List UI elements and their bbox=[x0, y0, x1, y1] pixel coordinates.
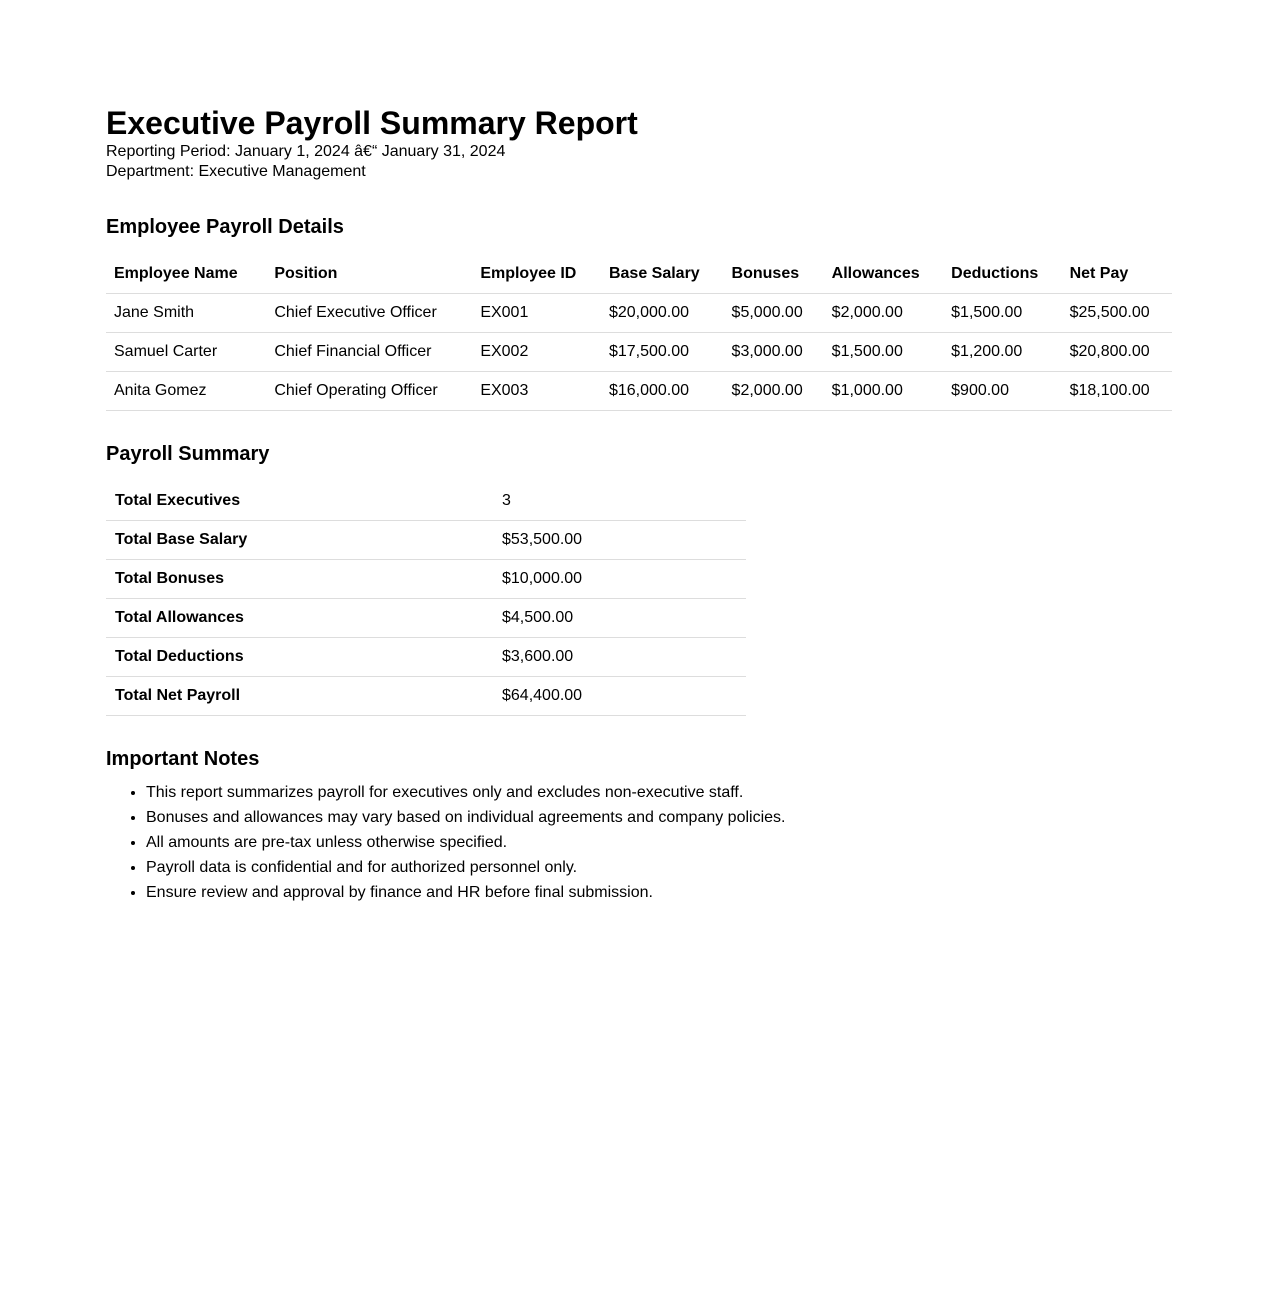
reporting-period: Reporting Period: January 1, 2024 â€“ January 31, 2024 bbox=[106, 143, 506, 160]
bonuses-cell: $2,000.00 bbox=[724, 372, 824, 411]
net-pay-cell: $25,500.00 bbox=[1062, 294, 1172, 333]
column-header-employee-name: Employee Name bbox=[106, 254, 266, 294]
deductions-cell: $900.00 bbox=[943, 372, 1061, 411]
important-notes-heading: Important Notes bbox=[106, 748, 260, 770]
base-salary-cell: $17,500.00 bbox=[601, 333, 724, 372]
employee-payroll-details-heading: Employee Payroll Details bbox=[106, 216, 344, 238]
bonuses-cell: $3,000.00 bbox=[724, 333, 824, 372]
list-item: • All amounts are pre-tax unless otherwise specified. bbox=[146, 830, 1172, 855]
summary-row-total-base-salary bbox=[106, 521, 746, 560]
list-item: • Bonuses and allowances may vary based on individual agreements and company policies. bbox=[146, 805, 1172, 830]
position-cell: Chief Operating Officer bbox=[266, 372, 472, 411]
notes-list bbox=[106, 780, 1172, 905]
summary-label: Total Bonuses bbox=[106, 560, 494, 599]
column-header-allowances: Allowances bbox=[824, 254, 943, 294]
employee-name-cell: Samuel Carter bbox=[106, 333, 266, 372]
payroll-summary-table bbox=[106, 482, 746, 716]
net-pay-cell: $18,100.00 bbox=[1062, 372, 1172, 411]
summary-row-total-net-payroll bbox=[106, 677, 746, 716]
position-cell: Chief Executive Officer bbox=[266, 294, 472, 333]
department: Department: Executive Management bbox=[106, 163, 366, 180]
deductions-cell: $1,500.00 bbox=[943, 294, 1061, 333]
net-pay-cell: $20,800.00 bbox=[1062, 333, 1172, 372]
summary-row-total-executives bbox=[106, 482, 746, 521]
position-cell: Chief Financial Officer bbox=[266, 333, 472, 372]
summary-value: $53,500.00 bbox=[494, 521, 746, 560]
summary-label: Total Deductions bbox=[106, 638, 494, 677]
list-item: • Ensure review and approval by finance and HR before final submission. bbox=[146, 880, 1172, 905]
deductions-cell: $1,200.00 bbox=[943, 333, 1061, 372]
column-header-position: Position bbox=[266, 254, 472, 294]
summary-label: Total Allowances bbox=[106, 599, 494, 638]
allowances-cell: $1,500.00 bbox=[824, 333, 943, 372]
column-header-base-salary: Base Salary bbox=[601, 254, 724, 294]
summary-row-total-allowances bbox=[106, 599, 746, 638]
employee-id-cell: EX003 bbox=[472, 372, 601, 411]
summary-value: $3,600.00 bbox=[494, 638, 746, 677]
summary-label: Total Net Payroll bbox=[106, 677, 494, 716]
column-header-bonuses: Bonuses bbox=[724, 254, 824, 294]
allowances-cell: $2,000.00 bbox=[824, 294, 943, 333]
list-item: • This report summarizes payroll for executives only and excludes non-executive staff. bbox=[146, 780, 1172, 805]
report-title: Executive Payroll Summary Report bbox=[106, 105, 638, 141]
employee-name-cell: Anita Gomez bbox=[106, 372, 266, 411]
allowances-cell: $1,000.00 bbox=[824, 372, 943, 411]
summary-value: $10,000.00 bbox=[494, 560, 746, 599]
base-salary-cell: $20,000.00 bbox=[601, 294, 724, 333]
summary-label: Total Base Salary bbox=[106, 521, 494, 560]
column-header-net-pay: Net Pay bbox=[1062, 254, 1172, 294]
employee-id-cell: EX001 bbox=[472, 294, 601, 333]
summary-value: 3 bbox=[494, 482, 746, 521]
table-header-row bbox=[106, 254, 1172, 294]
column-header-employee-id: Employee ID bbox=[472, 254, 601, 294]
payroll-summary-heading: Payroll Summary bbox=[106, 443, 270, 465]
employee-id-cell: EX002 bbox=[472, 333, 601, 372]
summary-row-total-deductions bbox=[106, 638, 746, 677]
summary-label: Total Executives bbox=[106, 482, 494, 521]
summary-value: $64,400.00 bbox=[494, 677, 746, 716]
bonuses-cell: $5,000.00 bbox=[724, 294, 824, 333]
table-row bbox=[106, 294, 1172, 333]
table-row bbox=[106, 372, 1172, 411]
summary-value: $4,500.00 bbox=[494, 599, 746, 638]
column-header-deductions: Deductions bbox=[943, 254, 1061, 294]
employee-name-cell: Jane Smith bbox=[106, 294, 266, 333]
base-salary-cell: $16,000.00 bbox=[601, 372, 724, 411]
employee-payroll-table bbox=[106, 254, 1172, 411]
list-item: • Payroll data is confidential and for authorized personnel only. bbox=[146, 855, 1172, 880]
table-row bbox=[106, 333, 1172, 372]
summary-row-total-bonuses bbox=[106, 560, 746, 599]
